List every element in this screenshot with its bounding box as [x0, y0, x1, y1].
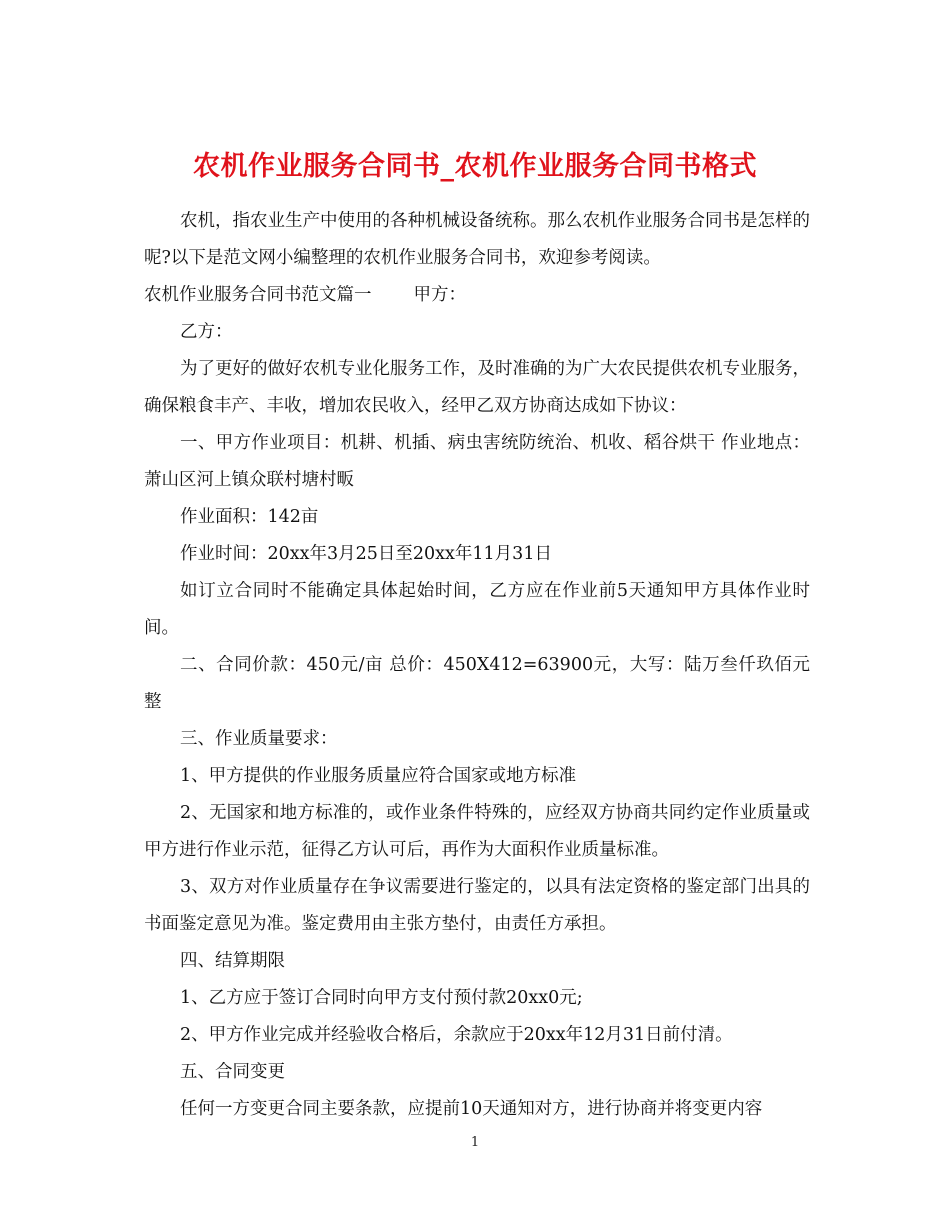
item-3-3-paragraph: 3、双方对作业质量存在争议需要进行鉴定的，以具有法定资格的鉴定部门出具的书面鉴定意见为准。鉴定费用由主张方垫付，由责任方承担。 [144, 877, 810, 934]
purpose-paragraph: 为了更好的做好农机专业化服务工作，及时准确的为广大农民提供农机专业服务，确保粮食丰产、丰收，增加农民收入，经甲乙双方协商达成如下协议： [144, 359, 810, 416]
document-body [144, 203, 810, 1128]
intro-paragraph: 农机，指农业生产中使用的各种机械设备统称。那么农机作业服务合同书是怎样的呢?以下是范文网小编整理的农机作业服务合同书，欢迎参考阅读。 [144, 211, 810, 268]
party-b-paragraph: 乙方： [180, 322, 233, 342]
item-5-text-paragraph: 任何一方变更合同主要条款，应提前10天通知对方，进行协商并将变更内容 [180, 1099, 763, 1119]
party-a-label: 甲方： [413, 285, 466, 305]
item-4-paragraph: 四、结算期限 [180, 951, 285, 971]
item-4-2-paragraph: 2、甲方作业完成并经验收合格后，余款应于20xx年12月31日前付清。 [180, 1025, 733, 1045]
item-3-2-paragraph: 2、无国家和地方标准的，或作业条件特殊的，应经双方协商共同约定作业质量或甲方进行作业示范，征得乙方认可后，再作为大面积作业质量标准。 [144, 803, 810, 860]
document-title: 农机作业服务合同书_农机作业服务合同书格式 [193, 151, 757, 183]
item-3-paragraph: 三、作业质量要求： [180, 729, 338, 749]
notice-paragraph: 如订立合同时不能确定具体起始时间，乙方应在作业前5天通知甲方具体作业时间。 [144, 581, 810, 638]
area-paragraph: 作业面积：142亩 [180, 507, 319, 527]
item-1-paragraph: 一、甲方作业项目：机耕、机插、病虫害统防统治、机收、稻谷烘干 作业地点：萧山区河上镇众联村塘村畈 [144, 433, 810, 490]
sample-heading: 农机作业服务合同书范文篇一 [144, 285, 372, 305]
item-2-paragraph: 二、合同价款：450元/亩 总价：450X412=63900元，大写：陆万叁仟玖佰元整 [144, 655, 810, 712]
page-number: 1 [470, 1135, 480, 1150]
item-4-1-paragraph: 1、乙方应于签订合同时向甲方支付预付款20xx0元; [180, 988, 583, 1008]
time-paragraph: 作业时间：20xx年3月25日至20xx年11月31日 [180, 544, 552, 564]
item-3-1-paragraph: 1、甲方提供的作业服务质量应符合国家或地方标准 [180, 766, 577, 786]
sample-heading-line [144, 277, 810, 314]
item-5-paragraph: 五、合同变更 [180, 1062, 285, 1082]
